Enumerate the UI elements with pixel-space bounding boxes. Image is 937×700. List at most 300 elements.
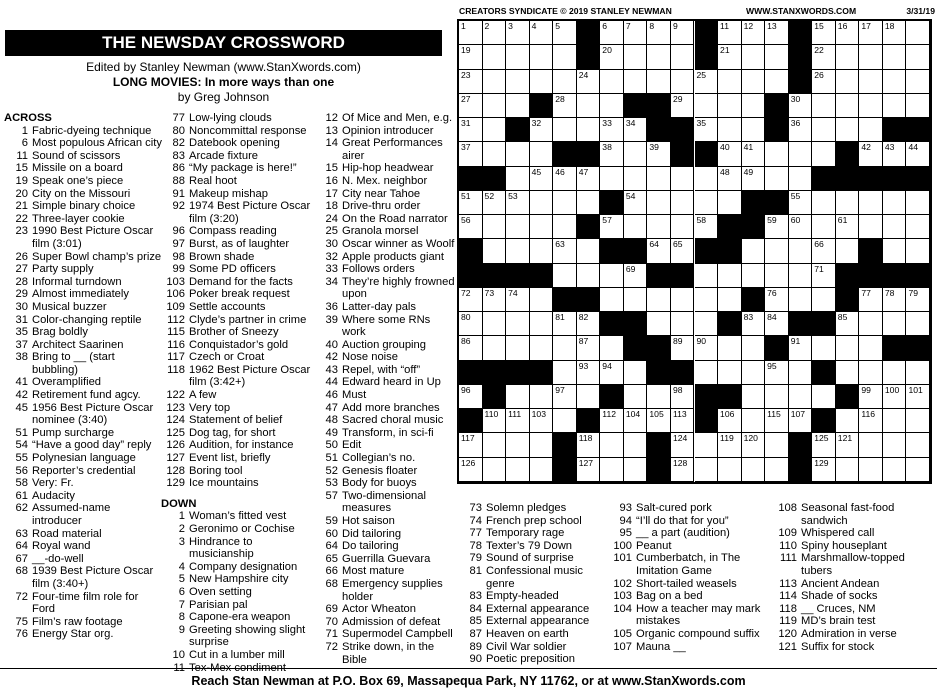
clue-item[interactable]: [161, 586, 317, 599]
grid-cell[interactable]: [647, 409, 671, 433]
clue-item[interactable]: [4, 616, 162, 629]
grid-cell[interactable]: [506, 70, 530, 94]
crossword-grid[interactable]: [457, 19, 932, 484]
grid-cell[interactable]: [836, 239, 860, 263]
grid-cell[interactable]: [742, 458, 766, 482]
clue-item[interactable]: [4, 439, 162, 452]
clue-item[interactable]: [4, 150, 162, 163]
grid-cell[interactable]: [600, 361, 624, 385]
grid-cell[interactable]: [553, 45, 577, 69]
grid-cell[interactable]: [459, 70, 483, 94]
grid-cell[interactable]: [812, 336, 836, 360]
clue-item[interactable]: [4, 188, 162, 201]
grid-cell[interactable]: [483, 336, 507, 360]
grid-cell[interactable]: [695, 215, 719, 239]
grid-cell[interactable]: [742, 45, 766, 69]
grid-cell[interactable]: [600, 336, 624, 360]
grid-cell[interactable]: [577, 361, 601, 385]
clue-item[interactable]: [773, 578, 933, 591]
grid-cell[interactable]: [859, 409, 883, 433]
grid-cell[interactable]: [647, 167, 671, 191]
grid-cell[interactable]: [624, 70, 648, 94]
grid-cell[interactable]: [906, 458, 930, 482]
grid-cell[interactable]: [483, 458, 507, 482]
grid-cell[interactable]: [742, 264, 766, 288]
clue-item[interactable]: [314, 276, 456, 301]
grid-cell[interactable]: [530, 336, 554, 360]
grid-cell[interactable]: [553, 94, 577, 118]
grid-cell[interactable]: [671, 70, 695, 94]
grid-cell[interactable]: [695, 118, 719, 142]
grid-cell[interactable]: [506, 385, 530, 409]
clue-item[interactable]: [314, 528, 456, 541]
grid-cell[interactable]: [647, 312, 671, 336]
grid-cell[interactable]: [789, 167, 813, 191]
clue-item[interactable]: [314, 364, 456, 377]
grid-cell[interactable]: [483, 118, 507, 142]
grid-cell[interactable]: [789, 94, 813, 118]
clue-item[interactable]: [4, 540, 162, 553]
clue-item[interactable]: [314, 213, 456, 226]
grid-cell[interactable]: [836, 433, 860, 457]
grid-cell[interactable]: [647, 239, 671, 263]
grid-cell[interactable]: [624, 191, 648, 215]
clue-item[interactable]: [773, 590, 933, 603]
grid-cell[interactable]: [906, 191, 930, 215]
grid-cell[interactable]: [836, 361, 860, 385]
clue-item[interactable]: [314, 251, 456, 264]
grid-cell[interactable]: [483, 288, 507, 312]
clue-item[interactable]: [161, 225, 317, 238]
clue-item[interactable]: [161, 200, 317, 225]
grid-cell[interactable]: [530, 191, 554, 215]
grid-cell[interactable]: [836, 215, 860, 239]
clue-item[interactable]: [161, 649, 317, 662]
grid-cell[interactable]: [530, 385, 554, 409]
grid-cell[interactable]: [695, 312, 719, 336]
grid-cell[interactable]: [624, 288, 648, 312]
grid-cell[interactable]: [906, 70, 930, 94]
clue-item[interactable]: [314, 515, 456, 528]
clue-item[interactable]: [314, 439, 456, 452]
grid-cell[interactable]: [883, 94, 907, 118]
grid-cell[interactable]: [718, 142, 742, 166]
clue-item[interactable]: [314, 301, 456, 314]
grid-cell[interactable]: [553, 312, 577, 336]
clue-item[interactable]: [314, 477, 456, 490]
grid-cell[interactable]: [600, 409, 624, 433]
grid-cell[interactable]: [883, 458, 907, 482]
clue-item[interactable]: [4, 389, 162, 402]
grid-cell[interactable]: [718, 336, 742, 360]
grid-cell[interactable]: [859, 336, 883, 360]
clue-item[interactable]: [4, 553, 162, 566]
grid-cell[interactable]: [577, 385, 601, 409]
grid-cell[interactable]: [647, 21, 671, 45]
grid-cell[interactable]: [600, 288, 624, 312]
clue-item[interactable]: [4, 502, 162, 527]
grid-cell[interactable]: [695, 288, 719, 312]
grid-cell[interactable]: [836, 336, 860, 360]
clue-item[interactable]: [4, 427, 162, 440]
grid-cell[interactable]: [789, 264, 813, 288]
grid-cell[interactable]: [718, 264, 742, 288]
grid-cell[interactable]: [812, 288, 836, 312]
clue-item[interactable]: [4, 591, 162, 616]
grid-cell[interactable]: [647, 70, 671, 94]
grid-cell[interactable]: [859, 118, 883, 142]
clue-item[interactable]: [458, 552, 608, 565]
grid-cell[interactable]: [459, 45, 483, 69]
clue-item[interactable]: [458, 590, 608, 603]
grid-cell[interactable]: [506, 191, 530, 215]
grid-cell[interactable]: [506, 239, 530, 263]
grid-cell[interactable]: [506, 215, 530, 239]
grid-cell[interactable]: [883, 142, 907, 166]
grid-cell[interactable]: [812, 70, 836, 94]
clue-item[interactable]: [161, 573, 317, 586]
clue-item[interactable]: [4, 276, 162, 289]
clue-item[interactable]: [458, 502, 608, 515]
grid-cell[interactable]: [506, 288, 530, 312]
clue-item[interactable]: [458, 615, 608, 628]
clue-item[interactable]: [608, 527, 773, 540]
grid-cell[interactable]: [812, 142, 836, 166]
clue-item[interactable]: [608, 603, 773, 628]
clue-item[interactable]: [314, 137, 456, 162]
grid-cell[interactable]: [577, 70, 601, 94]
clue-item[interactable]: [4, 490, 162, 503]
clue-item[interactable]: [314, 565, 456, 578]
grid-cell[interactable]: [624, 361, 648, 385]
grid-cell[interactable]: [506, 312, 530, 336]
clue-item[interactable]: [773, 641, 933, 654]
clue-item[interactable]: [161, 251, 317, 264]
grid-cell[interactable]: [765, 458, 789, 482]
grid-cell[interactable]: [671, 312, 695, 336]
clue-item[interactable]: [608, 515, 773, 528]
clue-item[interactable]: [458, 603, 608, 616]
clue-item[interactable]: [4, 175, 162, 188]
clue-item[interactable]: [161, 465, 317, 478]
grid-cell[interactable]: [506, 433, 530, 457]
clue-item[interactable]: [314, 263, 456, 276]
grid-cell[interactable]: [906, 409, 930, 433]
grid-cell[interactable]: [836, 409, 860, 433]
clue-item[interactable]: [161, 263, 317, 276]
clue-item[interactable]: [161, 624, 317, 649]
clue-item[interactable]: [458, 641, 608, 654]
clue-item[interactable]: [314, 402, 456, 415]
grid-cell[interactable]: [765, 142, 789, 166]
grid-cell[interactable]: [836, 94, 860, 118]
grid-cell[interactable]: [812, 94, 836, 118]
clue-item[interactable]: [608, 552, 773, 577]
grid-cell[interactable]: [483, 21, 507, 45]
grid-cell[interactable]: [859, 361, 883, 385]
grid-cell[interactable]: [506, 409, 530, 433]
grid-cell[interactable]: [530, 21, 554, 45]
grid-cell[interactable]: [812, 458, 836, 482]
clue-item[interactable]: [608, 590, 773, 603]
grid-cell[interactable]: [600, 167, 624, 191]
grid-cell[interactable]: [483, 312, 507, 336]
grid-cell[interactable]: [718, 45, 742, 69]
clue-item[interactable]: [4, 213, 162, 226]
grid-cell[interactable]: [906, 45, 930, 69]
grid-cell[interactable]: [600, 215, 624, 239]
clue-item[interactable]: [4, 351, 162, 376]
grid-cell[interactable]: [765, 45, 789, 69]
clue-item[interactable]: [161, 150, 317, 163]
clue-item[interactable]: [161, 561, 317, 574]
grid-cell[interactable]: [671, 458, 695, 482]
grid-cell[interactable]: [765, 70, 789, 94]
clue-item[interactable]: [161, 364, 317, 389]
clue-item[interactable]: [161, 402, 317, 415]
clue-item[interactable]: [314, 225, 456, 238]
grid-cell[interactable]: [459, 433, 483, 457]
grid-cell[interactable]: [765, 167, 789, 191]
clue-item[interactable]: [161, 452, 317, 465]
clue-item[interactable]: [161, 536, 317, 561]
clue-item[interactable]: [161, 477, 317, 490]
grid-cell[interactable]: [483, 142, 507, 166]
grid-cell[interactable]: [671, 433, 695, 457]
grid-cell[interactable]: [859, 458, 883, 482]
grid-cell[interactable]: [624, 45, 648, 69]
grid-cell[interactable]: [671, 45, 695, 69]
grid-cell[interactable]: [789, 385, 813, 409]
grid-cell[interactable]: [459, 191, 483, 215]
grid-cell[interactable]: [789, 142, 813, 166]
grid-cell[interactable]: [600, 458, 624, 482]
clue-item[interactable]: [314, 188, 456, 201]
grid-cell[interactable]: [742, 409, 766, 433]
grid-cell[interactable]: [859, 433, 883, 457]
grid-cell[interactable]: [671, 288, 695, 312]
grid-cell[interactable]: [742, 118, 766, 142]
grid-cell[interactable]: [459, 118, 483, 142]
clue-item[interactable]: [161, 599, 317, 612]
clue-item[interactable]: [4, 565, 162, 590]
grid-cell[interactable]: [742, 167, 766, 191]
grid-cell[interactable]: [883, 361, 907, 385]
clue-item[interactable]: [458, 540, 608, 553]
grid-cell[interactable]: [883, 239, 907, 263]
grid-cell[interactable]: [600, 433, 624, 457]
clue-item[interactable]: [608, 578, 773, 591]
grid-cell[interactable]: [483, 433, 507, 457]
grid-cell[interactable]: [671, 215, 695, 239]
grid-cell[interactable]: [789, 118, 813, 142]
clue-item[interactable]: [4, 288, 162, 301]
grid-cell[interactable]: [859, 70, 883, 94]
grid-cell[interactable]: [671, 409, 695, 433]
grid-cell[interactable]: [483, 239, 507, 263]
grid-cell[interactable]: [718, 21, 742, 45]
clue-item[interactable]: [4, 477, 162, 490]
grid-cell[interactable]: [859, 288, 883, 312]
grid-cell[interactable]: [718, 288, 742, 312]
clue-item[interactable]: [314, 162, 456, 175]
clue-item[interactable]: [314, 616, 456, 629]
clue-item[interactable]: [161, 301, 317, 314]
clue-item[interactable]: [4, 225, 162, 250]
clue-item[interactable]: [314, 553, 456, 566]
grid-cell[interactable]: [530, 288, 554, 312]
grid-cell[interactable]: [506, 21, 530, 45]
grid-cell[interactable]: [906, 21, 930, 45]
grid-cell[interactable]: [765, 264, 789, 288]
grid-cell[interactable]: [459, 312, 483, 336]
clue-item[interactable]: [161, 510, 317, 523]
clue-item[interactable]: [161, 439, 317, 452]
grid-cell[interactable]: [906, 94, 930, 118]
grid-cell[interactable]: [577, 118, 601, 142]
clue-item[interactable]: [4, 452, 162, 465]
grid-cell[interactable]: [530, 409, 554, 433]
clue-item[interactable]: [161, 125, 317, 138]
grid-cell[interactable]: [742, 239, 766, 263]
clue-item[interactable]: [4, 263, 162, 276]
clue-item[interactable]: [314, 540, 456, 553]
grid-cell[interactable]: [530, 239, 554, 263]
grid-cell[interactable]: [577, 458, 601, 482]
grid-cell[interactable]: [600, 70, 624, 94]
grid-cell[interactable]: [483, 191, 507, 215]
clue-item[interactable]: [458, 653, 608, 666]
clue-item[interactable]: [314, 603, 456, 616]
clue-item[interactable]: [314, 376, 456, 389]
grid-cell[interactable]: [906, 239, 930, 263]
grid-cell[interactable]: [577, 312, 601, 336]
clue-item[interactable]: [773, 527, 933, 540]
grid-cell[interactable]: [812, 21, 836, 45]
grid-cell[interactable]: [812, 385, 836, 409]
grid-cell[interactable]: [459, 21, 483, 45]
grid-cell[interactable]: [553, 215, 577, 239]
grid-cell[interactable]: [577, 336, 601, 360]
grid-cell[interactable]: [671, 336, 695, 360]
grid-cell[interactable]: [459, 215, 483, 239]
grid-cell[interactable]: [459, 142, 483, 166]
grid-cell[interactable]: [600, 264, 624, 288]
clue-item[interactable]: [314, 490, 456, 515]
clue-item[interactable]: [161, 238, 317, 251]
clue-item[interactable]: [4, 402, 162, 427]
grid-cell[interactable]: [883, 45, 907, 69]
grid-cell[interactable]: [647, 385, 671, 409]
clue-item[interactable]: [4, 339, 162, 352]
grid-cell[interactable]: [553, 385, 577, 409]
grid-cell[interactable]: [553, 239, 577, 263]
grid-cell[interactable]: [812, 215, 836, 239]
clue-item[interactable]: [458, 628, 608, 641]
clue-item[interactable]: [314, 125, 456, 138]
grid-cell[interactable]: [624, 264, 648, 288]
grid-cell[interactable]: [765, 288, 789, 312]
grid-cell[interactable]: [577, 94, 601, 118]
grid-cell[interactable]: [859, 215, 883, 239]
clue-item[interactable]: [161, 339, 317, 352]
grid-cell[interactable]: [718, 70, 742, 94]
grid-cell[interactable]: [530, 458, 554, 482]
grid-cell[interactable]: [553, 70, 577, 94]
grid-cell[interactable]: [836, 45, 860, 69]
grid-cell[interactable]: [789, 336, 813, 360]
clue-item[interactable]: [4, 465, 162, 478]
grid-cell[interactable]: [483, 94, 507, 118]
grid-cell[interactable]: [765, 215, 789, 239]
grid-cell[interactable]: [906, 288, 930, 312]
grid-cell[interactable]: [506, 336, 530, 360]
clue-item[interactable]: [4, 162, 162, 175]
clue-item[interactable]: [161, 276, 317, 289]
grid-cell[interactable]: [577, 239, 601, 263]
clue-item[interactable]: [314, 427, 456, 440]
grid-cell[interactable]: [742, 433, 766, 457]
grid-cell[interactable]: [530, 118, 554, 142]
clue-item[interactable]: [314, 238, 456, 251]
grid-cell[interactable]: [530, 312, 554, 336]
grid-cell[interactable]: [718, 191, 742, 215]
grid-cell[interactable]: [600, 94, 624, 118]
grid-cell[interactable]: [553, 336, 577, 360]
grid-cell[interactable]: [624, 21, 648, 45]
grid-cell[interactable]: [765, 385, 789, 409]
clue-item[interactable]: [314, 339, 456, 352]
clue-item[interactable]: [314, 351, 456, 364]
grid-cell[interactable]: [624, 167, 648, 191]
grid-cell[interactable]: [553, 167, 577, 191]
clue-item[interactable]: [4, 301, 162, 314]
clue-item[interactable]: [161, 389, 317, 402]
grid-cell[interactable]: [671, 385, 695, 409]
grid-cell[interactable]: [906, 433, 930, 457]
grid-cell[interactable]: [695, 167, 719, 191]
clue-item[interactable]: [161, 112, 317, 125]
grid-cell[interactable]: [695, 458, 719, 482]
clue-item[interactable]: [314, 389, 456, 402]
grid-cell[interactable]: [718, 433, 742, 457]
grid-cell[interactable]: [742, 336, 766, 360]
grid-cell[interactable]: [718, 409, 742, 433]
grid-cell[interactable]: [883, 433, 907, 457]
clue-item[interactable]: [161, 427, 317, 440]
grid-cell[interactable]: [906, 142, 930, 166]
grid-cell[interactable]: [765, 312, 789, 336]
grid-cell[interactable]: [695, 70, 719, 94]
clue-item[interactable]: [161, 162, 317, 175]
grid-cell[interactable]: [883, 409, 907, 433]
grid-cell[interactable]: [883, 385, 907, 409]
grid-cell[interactable]: [671, 239, 695, 263]
clue-item[interactable]: [161, 314, 317, 327]
grid-cell[interactable]: [906, 361, 930, 385]
grid-cell[interactable]: [600, 142, 624, 166]
grid-cell[interactable]: [789, 361, 813, 385]
grid-cell[interactable]: [671, 191, 695, 215]
grid-cell[interactable]: [789, 239, 813, 263]
grid-cell[interactable]: [742, 21, 766, 45]
grid-cell[interactable]: [600, 118, 624, 142]
clue-item[interactable]: [314, 578, 456, 603]
grid-cell[interactable]: [624, 118, 648, 142]
clue-item[interactable]: [458, 565, 608, 590]
clue-item[interactable]: [773, 615, 933, 628]
grid-cell[interactable]: [647, 288, 671, 312]
